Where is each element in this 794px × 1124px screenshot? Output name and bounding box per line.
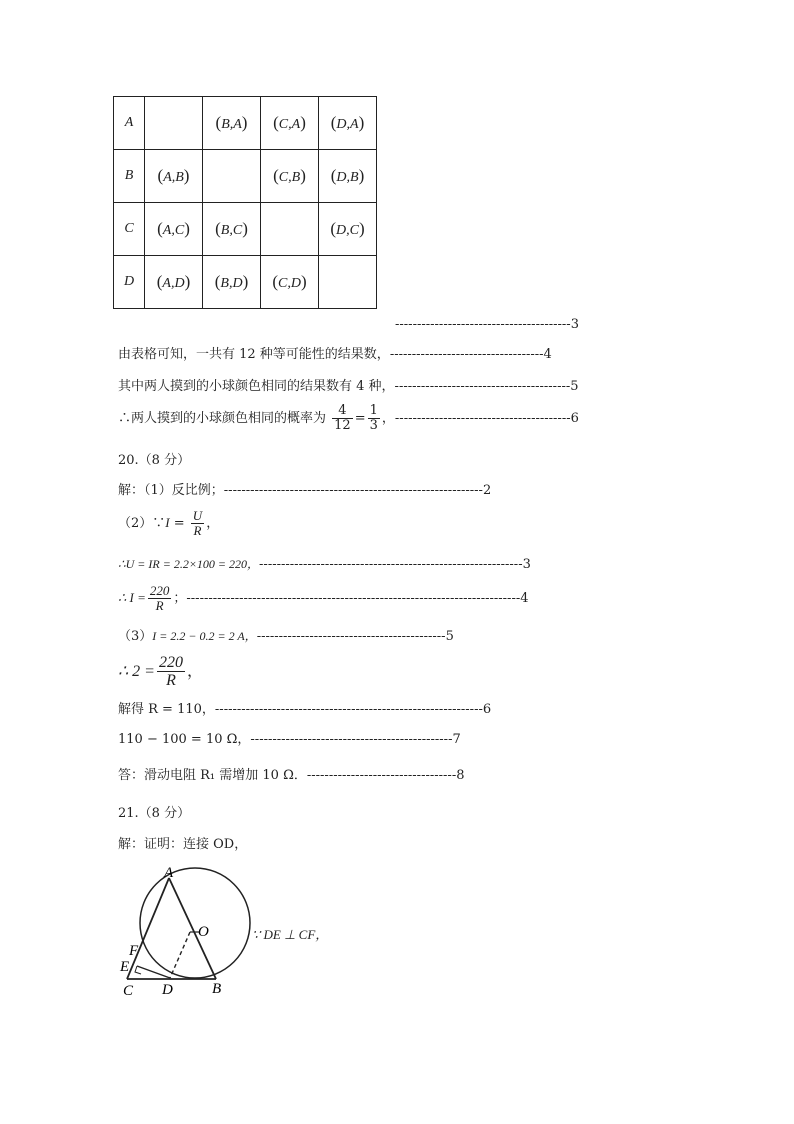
right-paren: ) xyxy=(300,113,306,132)
left-paren: ( xyxy=(330,113,337,132)
table-cell xyxy=(145,150,203,203)
punctuation: ， xyxy=(381,411,395,426)
fraction-numerator: 4 xyxy=(332,404,353,419)
segment-de xyxy=(137,966,170,978)
right-paren: ) xyxy=(183,166,190,185)
equals-sign: = xyxy=(354,411,366,426)
q20-step-2 xyxy=(118,509,219,538)
fraction-numerator: 1 xyxy=(369,403,378,418)
label-b: B xyxy=(212,981,222,997)
q20-step-3 xyxy=(118,556,531,573)
table-cell xyxy=(203,150,261,203)
step-6-prefix: ∴ 2 = xyxy=(118,663,155,680)
row-label: D xyxy=(114,256,145,309)
fraction-denominator: 12 xyxy=(334,418,351,433)
line-total-outcomes xyxy=(118,346,552,364)
q20-step-5 xyxy=(118,627,454,646)
left-paren: ( xyxy=(156,272,163,291)
outcome-pair: B,C xyxy=(220,223,243,238)
left-paren: ( xyxy=(157,166,164,185)
fraction-denominator: R xyxy=(193,523,202,538)
current-fraction xyxy=(148,584,172,613)
left-paren: ( xyxy=(215,113,222,132)
segment-od xyxy=(170,932,190,978)
same-color-count-text: 其中两人摸到的小球颜色相同的结果数有 4 种， xyxy=(118,379,395,394)
fraction-numerator: 220 xyxy=(158,654,183,671)
left-paren: ( xyxy=(273,113,279,132)
score-mark-4: -----------------------------------4 xyxy=(389,347,552,362)
q20-step-6 xyxy=(118,654,203,689)
step-7-text: 解得 R = 110， xyxy=(118,702,215,717)
table-cell xyxy=(319,150,377,203)
table-cell xyxy=(203,203,261,256)
score-mark-5: ----------------------------------------5 xyxy=(394,379,579,394)
score-mark-3: ----------------------------------------3 xyxy=(395,317,579,332)
step-4-prefix: ∴ I = xyxy=(118,590,146,605)
circle-geometry-diagram xyxy=(112,862,262,1002)
table-row xyxy=(114,256,377,309)
score-mark-6: -------------------------------------------------------------6 xyxy=(214,702,492,717)
q20-step-1 xyxy=(118,482,491,500)
label-c: C xyxy=(123,983,134,999)
right-paren: ) xyxy=(300,166,306,185)
row-label: C xyxy=(114,203,145,256)
step-5-expression: I = 2.2 − 0.2 = 2 A， xyxy=(152,629,257,643)
label-o: O xyxy=(198,924,209,940)
table-cell xyxy=(319,256,377,309)
left-paren: ( xyxy=(157,219,163,238)
right-paren: ) xyxy=(184,219,190,238)
score-mark-8: ----------------------------------8 xyxy=(306,768,465,783)
q20-heading: 20.（8 分） xyxy=(118,453,191,468)
table-cell xyxy=(261,150,319,203)
left-paren: ( xyxy=(272,272,279,291)
outcome-pair: C,D xyxy=(278,276,301,291)
table-row xyxy=(114,203,377,256)
row-label: B xyxy=(114,150,145,203)
right-paren: ) xyxy=(358,219,365,238)
q21-heading: 21.（8 分） xyxy=(118,806,191,821)
left-paren: ( xyxy=(330,219,337,238)
outcome-pair: D,A xyxy=(336,117,359,132)
right-paren: ) xyxy=(242,219,248,238)
equals-sign: = xyxy=(169,516,189,531)
right-paren: ) xyxy=(241,113,248,132)
punctuation: ， xyxy=(186,661,203,680)
step-2-prefix: （2）∵ xyxy=(118,516,166,531)
current-symbol: I xyxy=(165,515,170,530)
table-cell xyxy=(261,97,319,150)
q20-answer xyxy=(118,767,464,785)
outcome-pair: C,A xyxy=(278,117,301,132)
label-e: E xyxy=(120,959,130,975)
outcome-pair: B,D xyxy=(220,276,243,291)
table-cell xyxy=(145,97,203,150)
probability-text: ∴两人摸到的小球颜色相同的概率为 xyxy=(118,411,327,426)
table-cell xyxy=(319,203,377,256)
row-label: A xyxy=(114,97,145,150)
step-5-prefix: （3） xyxy=(118,629,153,644)
left-paren: ( xyxy=(214,272,221,291)
outcome-pair: A,D xyxy=(162,276,185,291)
resistance-fraction xyxy=(157,654,185,689)
right-paren: ) xyxy=(358,166,365,185)
left-paren: ( xyxy=(273,166,279,185)
right-paren: ) xyxy=(300,272,307,291)
q21-perpendicular-condition: ∵ DE ⊥ CF， xyxy=(252,927,329,942)
probability-fraction-2 xyxy=(368,404,380,433)
table-row xyxy=(114,97,377,150)
outcome-pair: D,B xyxy=(336,170,359,185)
step-8-text: 110 − 100 = 10 Ω， xyxy=(118,732,251,747)
punctuation: ； xyxy=(173,591,187,606)
table-cell xyxy=(145,256,203,309)
q20-step-8 xyxy=(118,731,461,749)
outcome-pair: A,B xyxy=(163,170,184,185)
table-cell xyxy=(261,203,319,256)
score-mark-4: ----------------------------------------------------------------------------4 xyxy=(186,591,529,606)
side-ab xyxy=(169,878,216,979)
outcome-pair: C,B xyxy=(278,170,301,185)
score-mark-2: -----------------------------------------------------------2 xyxy=(223,483,492,498)
score-mark-3: ------------------------------------------------------------3 xyxy=(259,557,531,572)
q20-step-4 xyxy=(118,584,529,613)
table-cell xyxy=(319,97,377,150)
step-3-text: ∴U = IR = 2.2×100 = 220， xyxy=(118,557,260,571)
outcome-pair: D,C xyxy=(336,223,359,238)
outcome-table xyxy=(113,96,377,309)
table-row xyxy=(114,150,377,203)
answer-text: 答：滑动电阻 R₁ 需增加 10 Ω． xyxy=(118,768,307,783)
fraction-numerator: 220 xyxy=(149,583,170,598)
fraction-numerator: U xyxy=(192,508,203,523)
circle-o xyxy=(140,868,250,978)
punctuation: ， xyxy=(206,516,220,531)
score-mark-7: ----------------------------------------------7 xyxy=(250,732,461,747)
outcome-pair: B,A xyxy=(221,117,242,132)
right-paren: ) xyxy=(242,272,249,291)
table-cell xyxy=(145,203,203,256)
table-cell xyxy=(261,256,319,309)
total-outcomes-text: 由表格可知，一共有 12 种等可能性的结果数， xyxy=(118,347,390,362)
label-d: D xyxy=(162,982,173,998)
probability-fraction-1 xyxy=(332,404,353,433)
table-cell xyxy=(203,97,261,150)
fraction-denominator: R xyxy=(166,672,176,689)
line-same-color-count xyxy=(118,378,579,396)
q20-step-7 xyxy=(118,701,491,719)
label-f: F xyxy=(129,943,139,959)
left-paren: ( xyxy=(330,166,337,185)
right-paren: ) xyxy=(184,272,191,291)
step-1-text: 解：（1）反比例； xyxy=(118,483,224,498)
left-paren: ( xyxy=(215,219,221,238)
line-probability xyxy=(118,404,579,433)
score-mark-6: ----------------------------------------6 xyxy=(394,411,579,426)
fraction-denominator: 3 xyxy=(369,418,378,433)
fraction-denominator: R xyxy=(155,598,164,613)
outcome-pair: A,C xyxy=(162,223,185,238)
right-paren: ) xyxy=(358,113,365,132)
q21-step-1: 解：证明：连接 OD， xyxy=(118,837,248,852)
ohm-fraction xyxy=(191,509,204,538)
label-a: A xyxy=(164,865,174,881)
score-mark-5: -------------------------------------------5 xyxy=(256,629,454,644)
table-cell xyxy=(203,256,261,309)
